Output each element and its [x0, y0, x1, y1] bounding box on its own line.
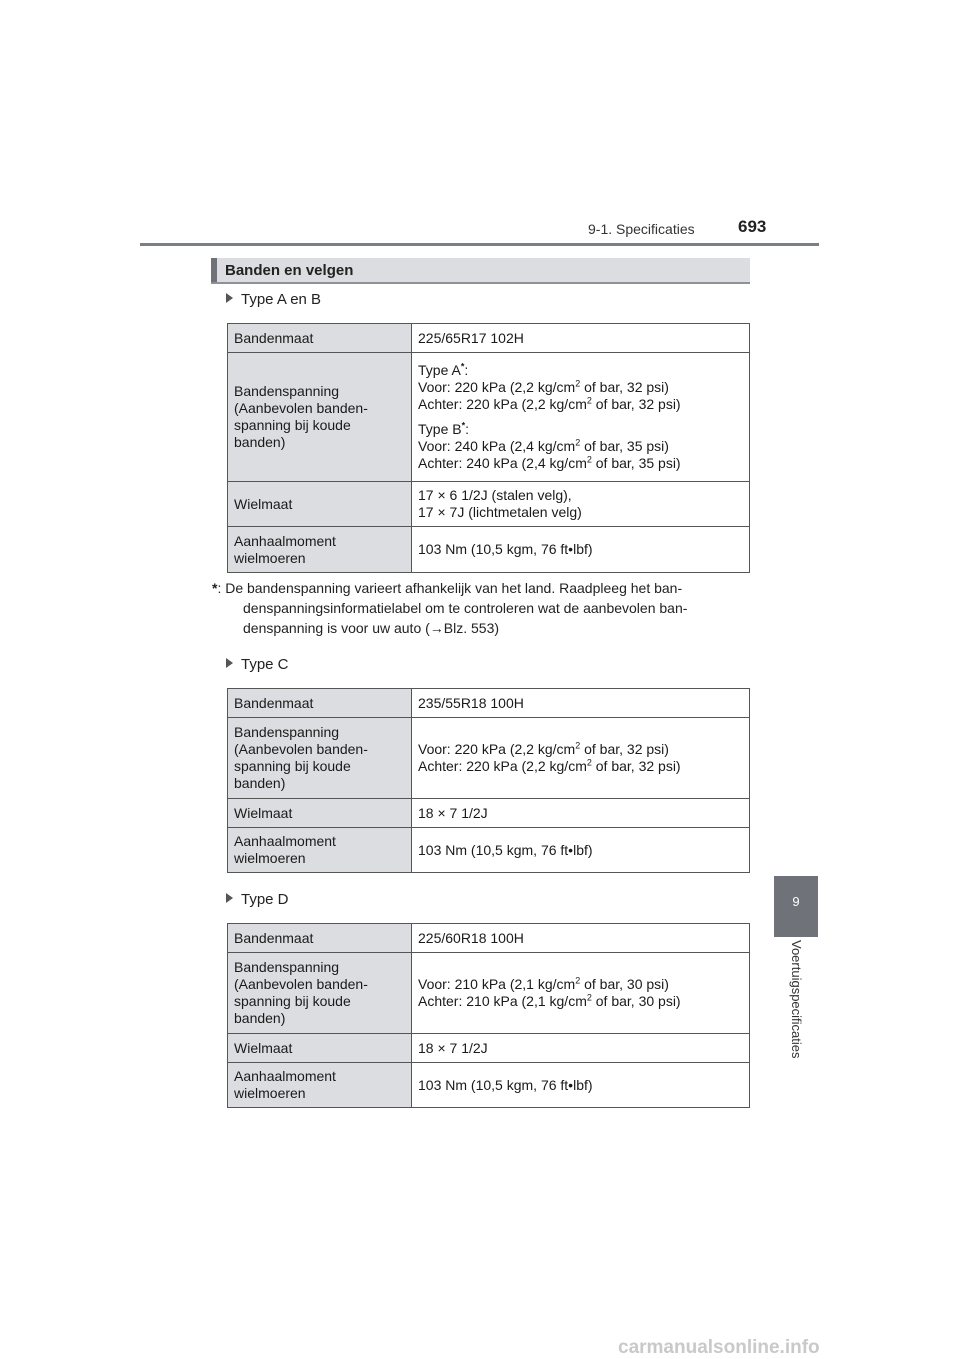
header-section-title: 9-1. Specificaties — [588, 221, 695, 237]
chapter-tab-number: 9 — [792, 894, 800, 909]
table-row — [228, 353, 750, 482]
row-value: 103 Nm (10,5 kgm, 76 ft•lbf) — [412, 1063, 750, 1108]
table-row — [228, 689, 750, 718]
spec-table-type-c — [227, 688, 750, 873]
footnote-line: denspanningsinformatielabel om te controleren wat de aanbevolen ban- — [243, 600, 688, 616]
spec-table-type-d — [227, 923, 750, 1108]
row-value: 17 × 6 1/2J (stalen velg), 17 × 7J (lichtmetalen velg) — [412, 482, 750, 527]
row-value: Voor: 210 kPa (2,1 $kg/cm^2$ of bar, 30 psi) Achter: 210 kPa (2,1 $kg/cm^2$ of bar, 30 psi) — [412, 953, 750, 1034]
arrow-right-icon — [226, 293, 233, 303]
page-number: 693 — [738, 217, 767, 236]
arrow-right-icon — [226, 658, 233, 668]
chapter-side-label — [790, 940, 808, 1080]
row-label: Wielmaat — [228, 1034, 412, 1063]
table-row — [228, 953, 750, 1034]
subheading-text: Type C — [241, 656, 289, 673]
footnote — [212, 578, 752, 638]
row-value: 103 Nm (10,5 kgm, 76 ft•lbf) — [412, 828, 750, 873]
footnote-text: : De bandenspanning varieert afhankelijk van het land. Raadpleeg het ban- — [217, 580, 683, 596]
spec-table-type-ab — [227, 323, 750, 573]
row-value: Type A*: Voor: 220 kPa (2,2 $kg/cm^2$ of bar, 32 psi) Achter: 220 kPa (2,2 $kg/cm^2$ of bar, 32 psi) Type B*: Voor: 240 kPa (2,4 $kg/cm^2$ of bar, 35 psi) Achter: 240 kPa (2,4 $kg/cm^2$ of bar, 35 psi) — [412, 353, 750, 482]
row-label: Aanhaalmoment wielmoeren — [228, 828, 412, 873]
row-label: Wielmaat — [228, 482, 412, 527]
subheading-text: Type A en B — [241, 291, 322, 308]
subheading-type-c — [226, 656, 289, 673]
row-value: 225/65R17 102H — [412, 324, 750, 353]
section-title-bar — [211, 258, 750, 284]
row-value: 225/60R18 100H — [412, 924, 750, 953]
row-value: 18 × 7 1/2J — [412, 1034, 750, 1063]
footnote-line: denspanning is voor uw auto (→Blz. 553) — [243, 620, 500, 636]
row-label: Bandenspanning (Aanbevolen banden- spanning bij koude banden) — [228, 953, 412, 1034]
header-divider — [140, 243, 819, 246]
row-label: Wielmaat — [228, 799, 412, 828]
row-value: 103 Nm (10,5 kgm, 76 ft•lbf) — [412, 527, 750, 573]
row-label: Aanhaalmoment wielmoeren — [228, 527, 412, 573]
row-label: Bandenmaat — [228, 324, 412, 353]
row-label: Aanhaalmoment wielmoeren — [228, 1063, 412, 1108]
row-label: Bandenspanning (Aanbevolen banden- spanning bij koude banden) — [228, 718, 412, 799]
footnote-marker: * — [212, 580, 218, 596]
row-label: Bandenmaat — [228, 924, 412, 953]
table-row — [228, 718, 750, 799]
section-title-accent — [211, 258, 217, 282]
chapter-side-label-text: Voertuigspecificaties — [789, 940, 804, 1059]
subheading-text: Type D — [241, 891, 289, 908]
watermark[interactable]: carmanualsonline.info — [618, 1337, 820, 1358]
row-label: Bandenmaat — [228, 689, 412, 718]
row-value: 18 × 7 1/2J — [412, 799, 750, 828]
subheading-type-ab — [226, 291, 321, 308]
table-row — [228, 799, 750, 828]
table-row — [228, 324, 750, 353]
table-row — [228, 527, 750, 573]
row-label: Bandenspanning (Aanbevolen banden- spanning bij koude banden) — [228, 353, 412, 482]
subheading-type-d — [226, 891, 289, 908]
table-row — [228, 1063, 750, 1108]
footnote-line — [212, 580, 682, 596]
row-value: Voor: 220 kPa (2,2 $kg/cm^2$ of bar, 32 psi) Achter: 220 kPa (2,2 $kg/cm^2$ of bar, 32 psi) — [412, 718, 750, 799]
table-row — [228, 482, 750, 527]
row-value: 235/55R18 100H — [412, 689, 750, 718]
table-row — [228, 828, 750, 873]
arrow-right-icon — [226, 893, 233, 903]
table-row — [228, 1034, 750, 1063]
table-row — [228, 924, 750, 953]
section-title: Banden en velgen — [225, 262, 354, 279]
